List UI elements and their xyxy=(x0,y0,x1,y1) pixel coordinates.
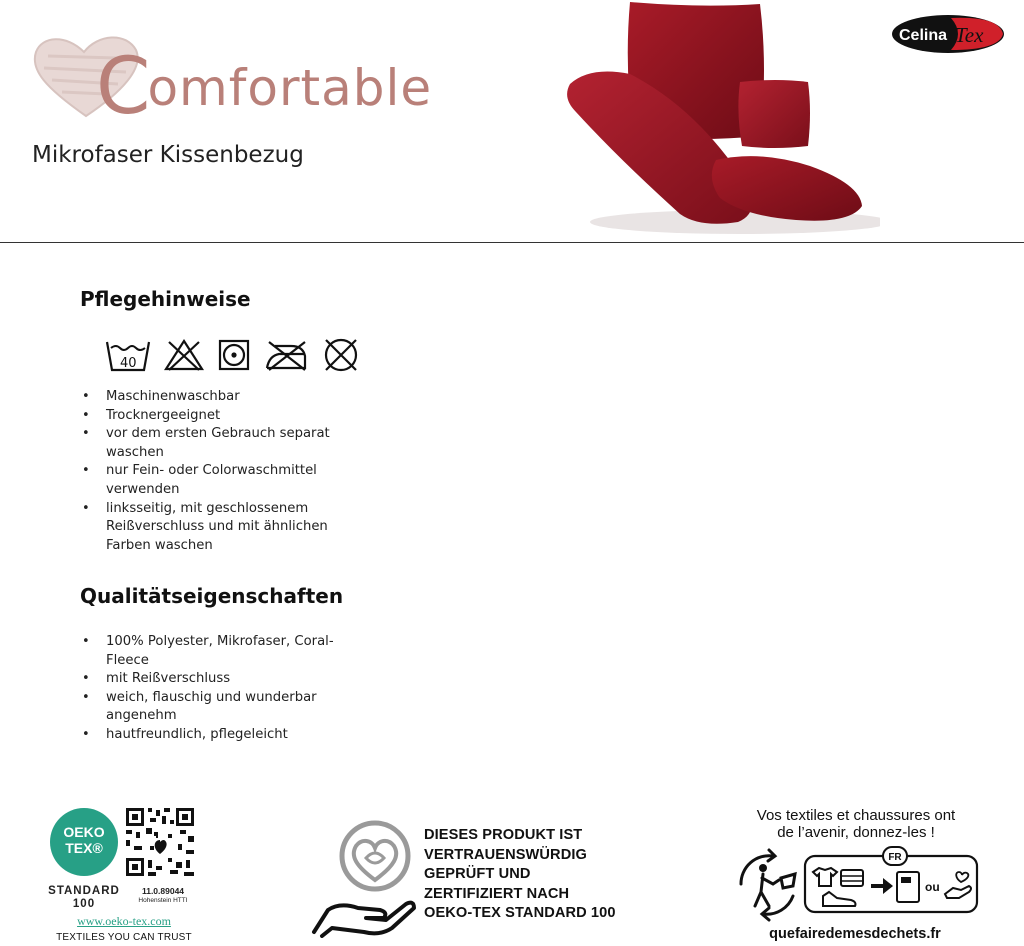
trust-line: OEKO-TEX STANDARD 100 xyxy=(424,905,616,921)
oeko-tex-link[interactable]: www.oeko-tex.com xyxy=(77,914,171,928)
list-item: • Maschinenwaschbar xyxy=(80,388,340,407)
celinatex-logo xyxy=(891,14,1005,54)
wash-40-icon xyxy=(105,338,151,372)
quality-features-list xyxy=(80,633,340,745)
list-item: • mit Reißverschluss xyxy=(80,670,340,689)
triman-heading xyxy=(740,807,972,841)
pillows-product-image xyxy=(560,0,880,240)
logo-text-celina: Celina xyxy=(899,27,948,44)
oeko-certificate-number: 11.0.89044 xyxy=(141,886,185,896)
oeko-tagline: TEXTILES YOU CAN TRUST xyxy=(56,932,192,943)
oeko-institute: Hohenstein HTTI xyxy=(138,897,188,904)
oeko-tex-label xyxy=(40,800,210,946)
trust-line: ZERTIFIZIERT NACH xyxy=(424,885,570,902)
list-item: • vor dem ersten Gebrauch separat waschen xyxy=(80,425,340,462)
oeko-standard-label xyxy=(44,885,124,911)
triman-or-word: ou xyxy=(925,880,940,894)
quality-section-title: Qualitätseigenschaften xyxy=(80,584,344,608)
arrow-right-icon xyxy=(871,878,893,894)
triman-link[interactable]: quefairedemesdechets.fr xyxy=(769,926,941,942)
triman-badge: FR xyxy=(888,852,902,863)
oeko-line2: TEX® xyxy=(65,840,103,856)
care-symbols xyxy=(105,336,361,374)
oeko-tex-logo xyxy=(50,808,118,876)
care-instructions-list xyxy=(80,388,340,555)
trust-line: DIESES PRODUKT IST xyxy=(424,827,583,843)
header-banner xyxy=(0,0,1024,243)
wash-temperature: 40 xyxy=(120,356,137,371)
collection-bin-icon xyxy=(897,872,919,902)
oeko-standard-text: STANDARD xyxy=(48,885,120,897)
list-item: • Trocknergeeignet xyxy=(80,407,340,426)
product-subtitle: Mikrofaser Kissenbezug xyxy=(32,142,304,168)
triman-recycling-info xyxy=(733,844,981,924)
no-bleach-icon xyxy=(163,338,205,372)
brand-title-rest: omfortable xyxy=(147,59,433,117)
hand-heart-icon xyxy=(310,818,420,938)
folded-textile-icon xyxy=(841,870,863,886)
list-item: • hautfreundlich, pflegeleicht xyxy=(80,726,340,745)
shoe-icon xyxy=(823,892,856,906)
list-item: • 100% Polyester, Mikrofaser, Coral-Fleece xyxy=(80,633,340,670)
list-item: • weich, flauschig und wunderbar angenehm xyxy=(80,689,340,726)
tumble-dry-icon xyxy=(217,338,251,372)
triman-icon xyxy=(741,850,795,920)
trust-line: VERTRAUENSWÜRDIG xyxy=(424,846,587,863)
donate-hand-icon xyxy=(945,886,971,898)
trust-statement xyxy=(424,826,616,924)
triman-heading-line2: de l’avenir, donnez-les ! xyxy=(777,824,935,841)
list-item: • nur Fein- oder Colorwaschmittel verwenden xyxy=(80,462,340,499)
list-item: • linksseitig, mit geschlossenem Reißverschluss und mit ähnlichen Farben waschen xyxy=(80,500,340,556)
triman-heading-line1: Vos textiles et chaussures ont xyxy=(756,807,956,824)
brand-title-initial: C xyxy=(96,42,152,132)
oeko-line1: OEKO xyxy=(63,824,105,840)
trust-line: GEPRÜFT UND xyxy=(424,866,531,882)
shirt-icon xyxy=(813,868,837,886)
oeko-standard-number: 100 xyxy=(72,898,96,910)
no-iron-icon xyxy=(263,338,309,372)
header-divider xyxy=(0,242,1024,243)
no-dry-clean-icon xyxy=(321,335,361,375)
logo-text-tex: Tex xyxy=(955,23,984,47)
qr-code-icon xyxy=(124,806,196,878)
brand-title xyxy=(96,40,433,132)
care-section-title: Pflegehinweise xyxy=(80,287,251,311)
